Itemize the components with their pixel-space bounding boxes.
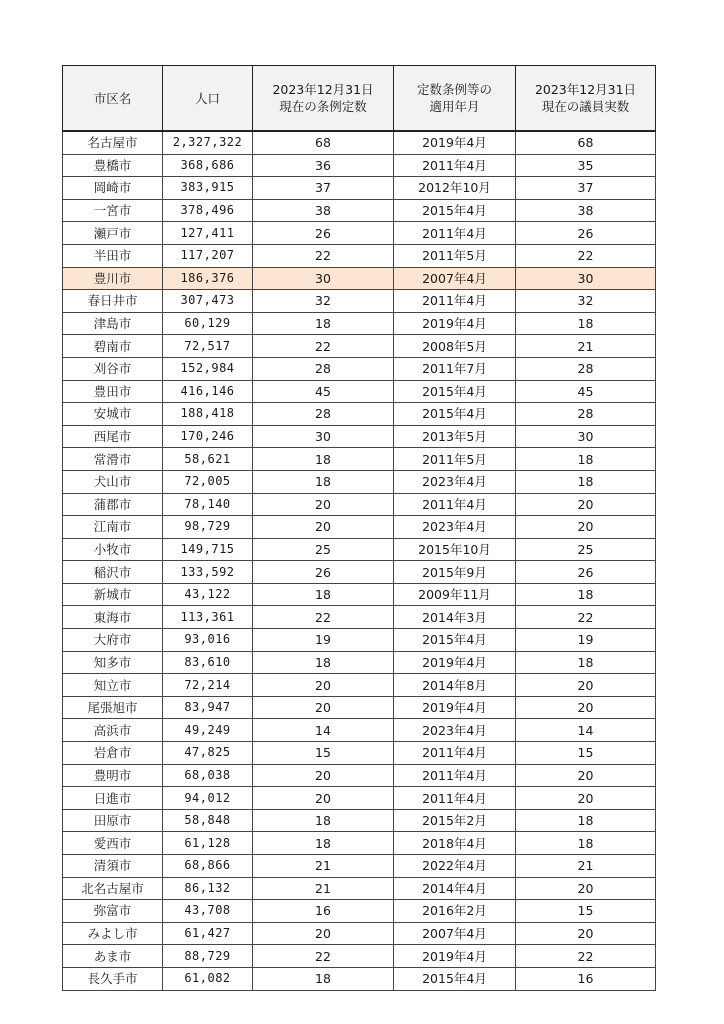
table-row [63,335,656,358]
cell-actual-members: 18 [516,809,656,832]
cell-applied-date: 2023年4月 [394,470,516,493]
cell-population: 98,729 [163,516,253,539]
cell-city: 大府市 [63,629,163,652]
cell-applied-date: 2015年9月 [394,561,516,584]
cell-actual-members: 20 [516,877,656,900]
cell-actual-members: 26 [516,222,656,245]
cell-quota: 21 [253,855,394,878]
cell-city: 愛西市 [63,832,163,855]
cell-applied-date: 2015年10月 [394,538,516,561]
cell-city: 西尾市 [63,425,163,448]
cell-quota: 20 [253,696,394,719]
cell-population: 58,848 [163,809,253,832]
table-row [63,583,656,606]
cell-population: 43,708 [163,900,253,923]
cell-applied-date: 2009年11月 [394,583,516,606]
cell-population: 133,592 [163,561,253,584]
cell-city: 田原市 [63,809,163,832]
cell-population: 43,122 [163,583,253,606]
cell-quota: 18 [253,967,394,990]
cell-city: 瀬戸市 [63,222,163,245]
cell-actual-members: 20 [516,493,656,516]
cell-population: 2,327,322 [163,131,253,154]
table-row [63,764,656,787]
cell-applied-date: 2022年4月 [394,855,516,878]
cell-city: 豊川市 [63,267,163,290]
cell-quota: 20 [253,922,394,945]
table-row [63,290,656,313]
cell-population: 378,496 [163,199,253,222]
cell-quota: 22 [253,606,394,629]
cell-quota: 18 [253,832,394,855]
cell-population: 170,246 [163,425,253,448]
cell-city: あま市 [63,945,163,968]
cell-actual-members: 37 [516,177,656,200]
cell-quota: 22 [253,244,394,267]
table-row [63,945,656,968]
cell-actual-members: 22 [516,945,656,968]
cell-actual-members: 30 [516,267,656,290]
cell-applied-date: 2011年4月 [394,222,516,245]
table-row [63,493,656,516]
cell-quota: 19 [253,629,394,652]
cell-quota: 18 [253,651,394,674]
cell-applied-date: 2011年4月 [394,742,516,765]
table-row [63,787,656,810]
cell-applied-date: 2016年2月 [394,900,516,923]
cell-population: 94,012 [163,787,253,810]
cell-applied-date: 2012年10月 [394,177,516,200]
cell-quota: 18 [253,470,394,493]
cell-population: 61,128 [163,832,253,855]
cell-applied-date: 2015年4月 [394,380,516,403]
cell-applied-date: 2008年5月 [394,335,516,358]
cell-actual-members: 20 [516,516,656,539]
cell-actual-members: 20 [516,674,656,697]
table-row [63,922,656,945]
cell-population: 61,082 [163,967,253,990]
cell-quota: 22 [253,945,394,968]
cell-actual-members: 21 [516,335,656,358]
cell-population: 72,517 [163,335,253,358]
table-row [63,742,656,765]
header-quota: 2023年12月31日 現在の条例定数 [253,66,394,132]
cell-applied-date: 2014年4月 [394,877,516,900]
cell-applied-date: 2007年4月 [394,922,516,945]
cell-quota: 30 [253,425,394,448]
cell-population: 186,376 [163,267,253,290]
header-city: 市区名 [63,66,163,132]
cell-city: 一宮市 [63,199,163,222]
cell-applied-date: 2011年4月 [394,764,516,787]
table-row [63,877,656,900]
cell-applied-date: 2019年4月 [394,312,516,335]
table-row [63,380,656,403]
cell-quota: 28 [253,357,394,380]
cell-city: 犬山市 [63,470,163,493]
cell-applied-date: 2013年5月 [394,425,516,448]
table-row [63,674,656,697]
cell-population: 307,473 [163,290,253,313]
cell-actual-members: 16 [516,967,656,990]
table-row [63,222,656,245]
cell-population: 58,621 [163,448,253,471]
cell-quota: 18 [253,448,394,471]
cell-actual-members: 19 [516,629,656,652]
cell-quota: 20 [253,516,394,539]
cell-population: 152,984 [163,357,253,380]
cell-city: 日進市 [63,787,163,810]
cell-population: 68,038 [163,764,253,787]
cell-quota: 18 [253,809,394,832]
cell-quota: 28 [253,403,394,426]
cell-city: 知多市 [63,651,163,674]
cell-actual-members: 45 [516,380,656,403]
table-row [63,154,656,177]
cell-actual-members: 18 [516,470,656,493]
cell-city: 蒲郡市 [63,493,163,516]
cell-applied-date: 2011年5月 [394,448,516,471]
cell-actual-members: 25 [516,538,656,561]
cell-applied-date: 2007年4月 [394,267,516,290]
cell-city: 豊明市 [63,764,163,787]
cell-population: 127,411 [163,222,253,245]
cell-city: 名古屋市 [63,131,163,154]
cell-city: 岩倉市 [63,742,163,765]
cell-city: 尾張旭市 [63,696,163,719]
cell-applied-date: 2011年5月 [394,244,516,267]
table-row [63,967,656,990]
cell-population: 72,005 [163,470,253,493]
cell-city: 春日井市 [63,290,163,313]
cell-actual-members: 18 [516,583,656,606]
table-row [63,357,656,380]
cell-population: 117,207 [163,244,253,267]
cell-actual-members: 14 [516,719,656,742]
council-table [62,65,656,991]
cell-population: 88,729 [163,945,253,968]
cell-population: 93,016 [163,629,253,652]
cell-city: 稲沢市 [63,561,163,584]
cell-population: 83,947 [163,696,253,719]
cell-city: 東海市 [63,606,163,629]
header-row [63,66,656,132]
table-row [63,199,656,222]
table-row [63,312,656,335]
cell-population: 368,686 [163,154,253,177]
cell-actual-members: 20 [516,922,656,945]
cell-applied-date: 2015年4月 [394,967,516,990]
cell-city: 岡崎市 [63,177,163,200]
cell-population: 78,140 [163,493,253,516]
table-row [63,606,656,629]
table-row [63,131,656,154]
table-row [63,516,656,539]
cell-actual-members: 30 [516,425,656,448]
cell-actual-members: 22 [516,606,656,629]
cell-applied-date: 2015年4月 [394,629,516,652]
cell-city: 豊橋市 [63,154,163,177]
header-actual-members: 2023年12月31日 現在の議員実数 [516,66,656,132]
cell-city: 刈谷市 [63,357,163,380]
cell-actual-members: 20 [516,787,656,810]
cell-quota: 20 [253,764,394,787]
cell-population: 72,214 [163,674,253,697]
cell-population: 416,146 [163,380,253,403]
cell-applied-date: 2014年3月 [394,606,516,629]
cell-applied-date: 2015年2月 [394,809,516,832]
cell-city: 新城市 [63,583,163,606]
table-row [63,244,656,267]
cell-city: 津島市 [63,312,163,335]
cell-quota: 26 [253,222,394,245]
cell-actual-members: 28 [516,403,656,426]
cell-quota: 32 [253,290,394,313]
cell-population: 60,129 [163,312,253,335]
cell-city: 弥富市 [63,900,163,923]
cell-applied-date: 2023年4月 [394,719,516,742]
cell-quota: 20 [253,674,394,697]
cell-actual-members: 20 [516,764,656,787]
table-row [63,177,656,200]
cell-city: 江南市 [63,516,163,539]
table-row [63,651,656,674]
cell-quota: 16 [253,900,394,923]
cell-quota: 15 [253,742,394,765]
cell-actual-members: 18 [516,312,656,335]
table-header [63,66,656,132]
table-row [63,900,656,923]
cell-actual-members: 26 [516,561,656,584]
cell-applied-date: 2019年4月 [394,651,516,674]
cell-city: 清須市 [63,855,163,878]
cell-city: 常滑市 [63,448,163,471]
table-row [63,809,656,832]
cell-actual-members: 68 [516,131,656,154]
cell-quota: 22 [253,335,394,358]
cell-quota: 26 [253,561,394,584]
cell-city: 安城市 [63,403,163,426]
cell-actual-members: 22 [516,244,656,267]
cell-quota: 38 [253,199,394,222]
cell-applied-date: 2019年4月 [394,945,516,968]
cell-actual-members: 28 [516,357,656,380]
cell-city: 高浜市 [63,719,163,742]
cell-city: みよし市 [63,922,163,945]
cell-applied-date: 2019年4月 [394,696,516,719]
cell-population: 83,610 [163,651,253,674]
table-row [63,719,656,742]
cell-population: 188,418 [163,403,253,426]
table-row [63,538,656,561]
cell-population: 49,249 [163,719,253,742]
cell-population: 383,915 [163,177,253,200]
table-row [63,267,656,290]
table-row [63,470,656,493]
cell-quota: 18 [253,583,394,606]
table-row [63,855,656,878]
cell-applied-date: 2011年4月 [394,154,516,177]
cell-applied-date: 2011年4月 [394,493,516,516]
cell-quota: 30 [253,267,394,290]
cell-population: 86,132 [163,877,253,900]
cell-quota: 21 [253,877,394,900]
table-row [63,561,656,584]
cell-quota: 36 [253,154,394,177]
cell-quota: 18 [253,312,394,335]
cell-actual-members: 35 [516,154,656,177]
header-applied-date: 定数条例等の 適用年月 [394,66,516,132]
cell-applied-date: 2015年4月 [394,403,516,426]
cell-actual-members: 18 [516,832,656,855]
cell-actual-members: 18 [516,651,656,674]
cell-city: 長久手市 [63,967,163,990]
cell-population: 61,427 [163,922,253,945]
table-row [63,696,656,719]
cell-quota: 25 [253,538,394,561]
cell-actual-members: 32 [516,290,656,313]
table-row [63,448,656,471]
cell-applied-date: 2011年4月 [394,290,516,313]
cell-applied-date: 2014年8月 [394,674,516,697]
cell-actual-members: 18 [516,448,656,471]
cell-city: 北名古屋市 [63,877,163,900]
cell-actual-members: 21 [516,855,656,878]
cell-applied-date: 2018年4月 [394,832,516,855]
cell-population: 47,825 [163,742,253,765]
cell-city: 小牧市 [63,538,163,561]
cell-city: 半田市 [63,244,163,267]
cell-applied-date: 2011年7月 [394,357,516,380]
cell-city: 知立市 [63,674,163,697]
cell-quota: 68 [253,131,394,154]
cell-applied-date: 2023年4月 [394,516,516,539]
cell-quota: 20 [253,493,394,516]
table-row [63,629,656,652]
cell-actual-members: 15 [516,900,656,923]
cell-population: 149,715 [163,538,253,561]
cell-city: 豊田市 [63,380,163,403]
cell-quota: 37 [253,177,394,200]
cell-quota: 45 [253,380,394,403]
cell-quota: 14 [253,719,394,742]
table-row [63,403,656,426]
cell-population: 113,361 [163,606,253,629]
cell-actual-members: 20 [516,696,656,719]
table-row [63,425,656,448]
cell-applied-date: 2019年4月 [394,131,516,154]
cell-actual-members: 15 [516,742,656,765]
table-body [63,131,656,990]
cell-actual-members: 38 [516,199,656,222]
table-row [63,832,656,855]
cell-applied-date: 2015年4月 [394,199,516,222]
cell-city: 碧南市 [63,335,163,358]
header-population: 人口 [163,66,253,132]
cell-applied-date: 2011年4月 [394,787,516,810]
cell-population: 68,866 [163,855,253,878]
cell-quota: 20 [253,787,394,810]
